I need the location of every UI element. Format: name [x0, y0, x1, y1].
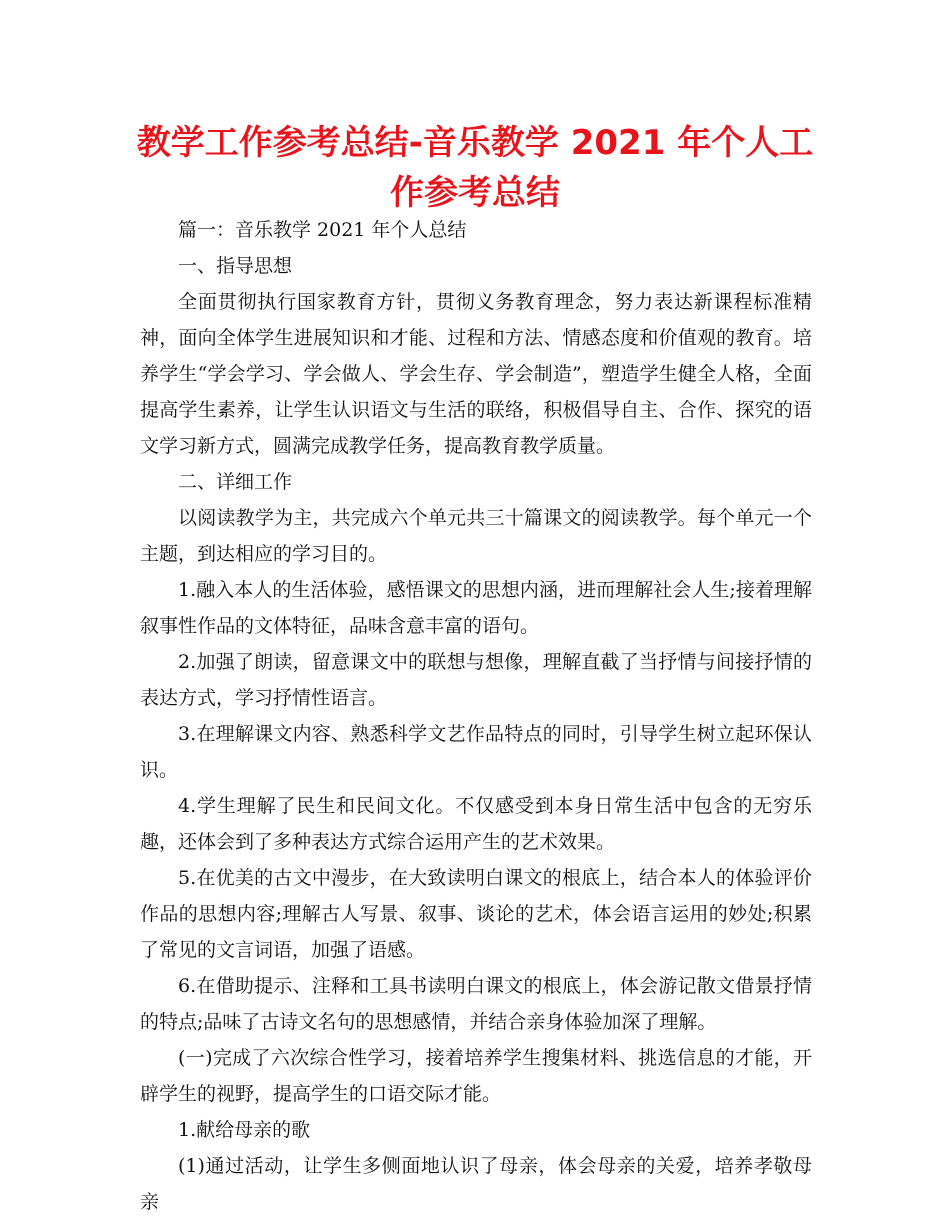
- paragraph: (一)完成了六次综合性学习，接着培养学生搜集材料、挑选信息的才能，开辟学生的视野，提高学生的口语交际才能。: [140, 1047, 812, 1105]
- section-heading-guiding-ideas: 一、指导思想: [178, 255, 293, 277]
- paragraph: 全面贯彻执行国家教育方针，贯彻义务教育理念，努力表达新课程标准精神，面向全体学生进展知识和才能、过程和方法、情感态度和价值观的教育。培养学生“学会学习、学会做人、学会生存、学会制造”，塑造学生健全人格，全面提高学生素养，让学生认识语文与生活的联络，积极倡导自主、合作、探究的语文学习新方式，圆满完成教学任务，提高教育教学质量。: [140, 291, 812, 457]
- paragraph: 以阅读教学为主，共完成六个单元共三十篇课文的阅读教学。每个单元一个主题，到达相应的学习目的。: [140, 507, 812, 565]
- document-title: 教学工作参考总结-音乐教学 2021 年个人工作参考总结: [136, 123, 814, 213]
- list-item: 1.献给母亲的歌: [178, 1119, 311, 1141]
- list-item: (1)通过活动，让学生多侧面地认识了母亲，体会母亲的关爱，培养孝敬母亲: [140, 1155, 812, 1213]
- list-item: 5.在优美的古文中漫步，在大致读明白课文的根底上，结合本人的体验评价作品的思想内容;理解古人写景、叙事、谈论的艺术，体会语言运用的妙处;积累了常见的文言词语，加强了语感。: [140, 867, 812, 961]
- paragraph-part-heading: 篇一：音乐教学 2021 年个人总结: [178, 219, 467, 241]
- list-item: 1.融入本人的生活体验，感悟课文的思想内涵，进而理解社会人生;接着理解叙事性作品的文体特征，品味含意丰富的语句。: [140, 579, 812, 637]
- list-item: 2.加强了朗读，留意课文中的联想与想像，理解直截了当抒情与间接抒情的表达方式，学习抒情性语言。: [140, 651, 812, 709]
- list-item: 4.学生理解了民生和民间文化。不仅感受到本身日常生活中包含的无穷乐趣，还体会到了多种表达方式综合运用产生的艺术效果。: [140, 795, 812, 853]
- document-body: [140, 212, 812, 1220]
- list-item: 6.在借助提示、注释和工具书读明白课文的根底上，体会游记散文借景抒情的特点;品味了古诗文名句的思想感情，并结合亲身体验加深了理解。: [140, 975, 812, 1033]
- section-heading-detailed-work: 二、详细工作: [178, 471, 293, 493]
- list-item: 3.在理解课文内容、熟悉科学文艺作品特点的同时，引导学生树立起环保认识。: [140, 723, 812, 781]
